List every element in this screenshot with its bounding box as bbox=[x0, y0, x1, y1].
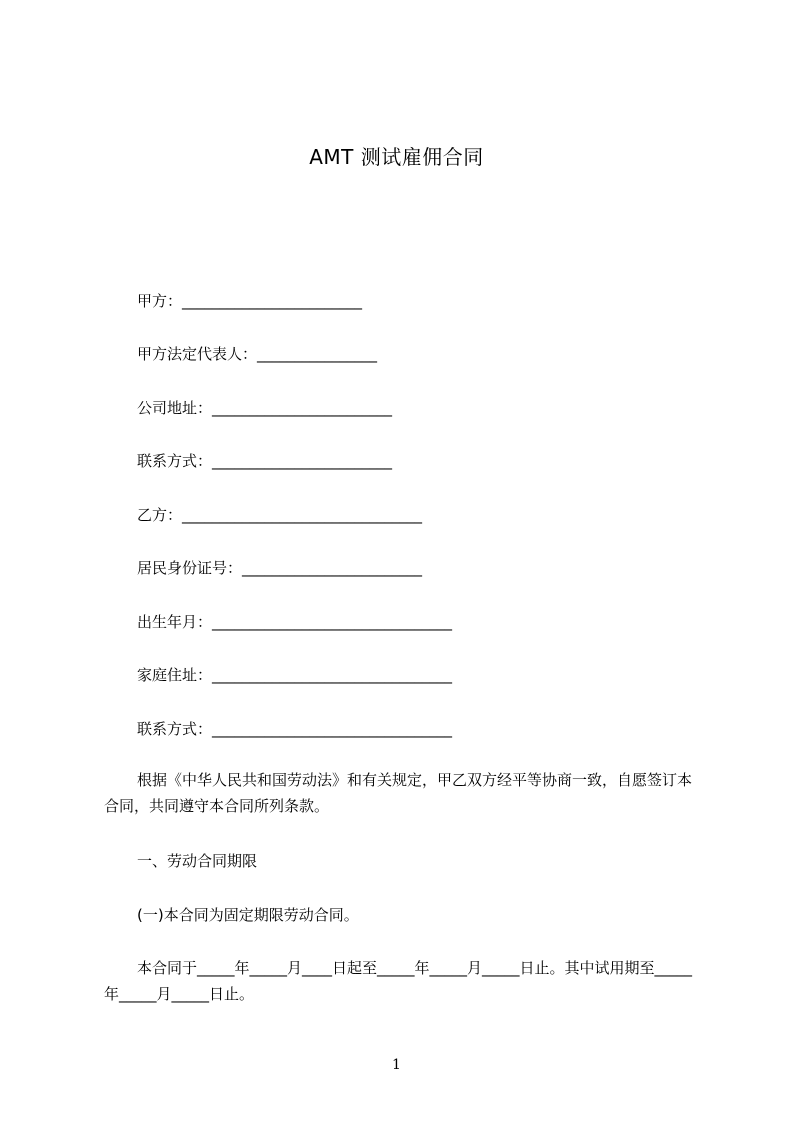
party-a-representative-blank: ________________ bbox=[257, 345, 378, 363]
party-b-blank: ________________________________ bbox=[182, 506, 423, 524]
party-a-blank: ________________________ bbox=[182, 292, 363, 310]
party-a-label: 甲方： bbox=[137, 292, 183, 310]
party-a-contact-blank: ________________________ bbox=[212, 452, 393, 470]
party-a-representative-label: 甲方法定代表人： bbox=[137, 345, 258, 363]
page-number: 1 bbox=[392, 1057, 401, 1073]
contract-type-item: (一)本合同为固定期限劳动合同。 bbox=[137, 906, 359, 924]
contract-title: AMT 测试雇佣合同 bbox=[309, 145, 484, 169]
contract-term-paragraph: 本合同于_____年_____月____日起至_____年_____月_____日止。其中试用期至_____年_____月_____日止。 bbox=[104, 959, 693, 1003]
id-number-label: 居民身份证号： bbox=[137, 559, 243, 577]
birth-date-blank: ________________________________ bbox=[212, 613, 453, 631]
party-b-field bbox=[137, 505, 422, 525]
party-b-contact-field bbox=[137, 719, 452, 739]
company-address-blank: ________________________ bbox=[212, 399, 393, 417]
birth-date-label: 出生年月： bbox=[137, 613, 213, 631]
party-b-label: 乙方： bbox=[137, 506, 183, 524]
party-a-contact-field bbox=[137, 451, 392, 471]
company-address-label: 公司地址： bbox=[137, 399, 213, 417]
intro-paragraph: 根据《中华人民共和国劳动法》和有关规定，甲乙双方经平等协商一致，自愿签订本合同，共同遵守本合同所列条款。 bbox=[104, 771, 693, 815]
party-a-field bbox=[137, 291, 362, 311]
birth-date-field bbox=[137, 612, 452, 632]
home-address-field bbox=[137, 665, 452, 685]
id-number-blank: ________________________ bbox=[242, 559, 423, 577]
home-address-label: 家庭住址： bbox=[137, 666, 213, 684]
company-address-field bbox=[137, 398, 392, 418]
home-address-blank: ________________________________ bbox=[212, 666, 453, 684]
id-number-field bbox=[137, 558, 422, 578]
party-b-contact-blank: ________________________________ bbox=[212, 720, 453, 738]
party-a-contact-label: 联系方式： bbox=[137, 452, 213, 470]
party-a-representative-field bbox=[137, 344, 377, 364]
section-heading: 一、劳动合同期限 bbox=[137, 852, 258, 870]
party-b-contact-label: 联系方式： bbox=[137, 720, 213, 738]
